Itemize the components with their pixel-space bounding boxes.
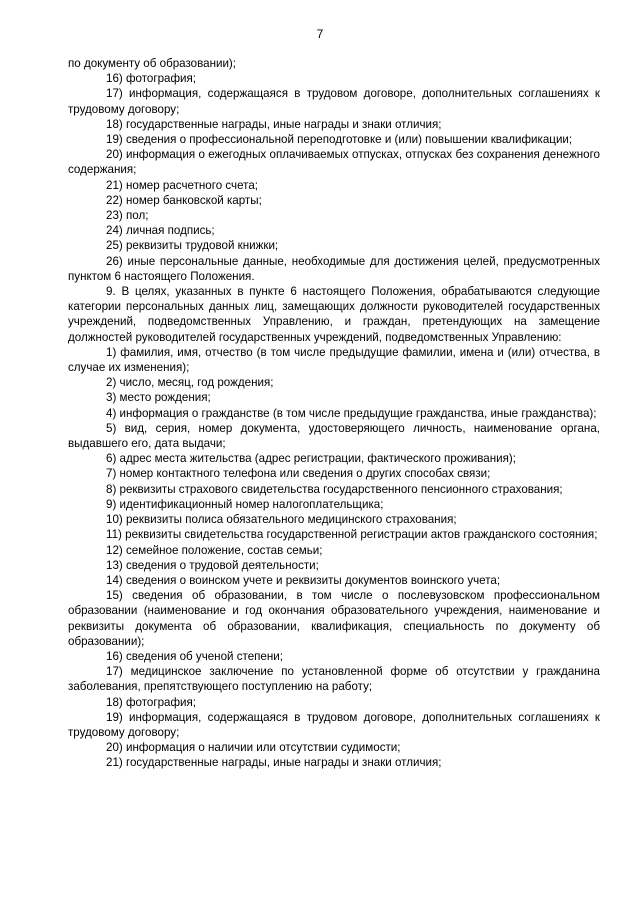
paragraph: 21) государственные награды, иные награды и знаки отличия; bbox=[106, 756, 442, 770]
paragraph: 16) сведения об ученой степени; bbox=[106, 649, 283, 663]
paragraph: 19) информация, содержащаяся в трудовом договоре, дополнительных соглашениях к трудовому договору; bbox=[68, 710, 600, 739]
paragraph: 20) информация о наличии или отсутствии судимости; bbox=[106, 741, 401, 755]
paragraph: 10) реквизиты полиса обязательного медицинского страхования; bbox=[106, 513, 457, 527]
paragraph: 3) место рождения; bbox=[106, 391, 211, 405]
paragraph: 14) сведения о воинском учете и реквизиты документов воинского учета; bbox=[106, 573, 501, 587]
paragraph: 26) иные персональные данные, необходимые для достижения целей, предусмотренных пунктом 6 настоящего Положения. bbox=[68, 254, 600, 283]
paragraph: 18) фотография; bbox=[106, 695, 196, 709]
paragraph: 11) реквизиты свидетельства государственной регистрации актов гражданского состояния; bbox=[106, 528, 598, 542]
paragraph: 9. В целях, указанных в пункте 6 настоящего Положения, обрабатываются следующие категории персональных данных лиц, замещающих должности руководителей государственных учреждений, подведомственных Управлению, и граждан, претендующих на замещение должностей руководителей государственных учреждений, подведомственных Управлению: bbox=[68, 285, 600, 344]
paragraph: 17) медицинское заключение по установленной форме об отсутствии у гражданина заболевания, препятствующего поступлению на работу; bbox=[68, 665, 600, 694]
paragraph: 12) семейное положение, состав семьи; bbox=[106, 543, 323, 557]
paragraph: 7) номер контактного телефона или сведения о других способах связи; bbox=[106, 467, 491, 481]
paragraph: 24) личная подпись; bbox=[106, 224, 215, 238]
paragraph: 16) фотография; bbox=[106, 72, 196, 86]
paragraph: 4) информация о гражданстве (в том числе предыдущие гражданства, иные гражданства); bbox=[106, 406, 597, 420]
page-number: 7 bbox=[316, 27, 324, 41]
paragraph: 21) номер расчетного счета; bbox=[106, 178, 259, 192]
paragraph: 25) реквизиты трудовой книжки; bbox=[106, 239, 279, 253]
paragraph: 20) информация о ежегодных оплачиваемых отпусках, отпусках без сохранения денежного содержания; bbox=[68, 148, 600, 177]
document-body bbox=[68, 56, 600, 771]
paragraph: 19) сведения о профессиональной переподготовке и (или) повышении квалификации; bbox=[106, 133, 573, 147]
paragraph: 1) фамилия, имя, отчество (в том числе предыдущие фамилии, имена и (или) отчества, в случае их изменения); bbox=[68, 345, 600, 375]
paragraph: 18) государственные награды, иные награды и знаки отличия; bbox=[106, 117, 442, 131]
paragraph: 5) вид, серия, номер документа, удостоверяющего личность, наименование органа, выдавшего его, дата выдачи; bbox=[68, 421, 600, 451]
paragraph: 13) сведения о трудовой деятельности; bbox=[106, 558, 319, 572]
paragraph: 9) идентификационный номер налогоплательщика; bbox=[106, 497, 384, 511]
paragraph: 6) адрес места жительства (адрес регистрации, фактического проживания); bbox=[106, 452, 516, 466]
paragraph: 15) сведения об образовании, в том числе о послевузовском профессиональном образовании (наименование и год окончания образовательного учреждения, наименование и реквизиты документа об образовании, квалификация, специальность по документу об образовании); bbox=[68, 589, 600, 648]
paragraph: 23) пол; bbox=[106, 209, 149, 223]
paragraph: 17) информация, содержащаяся в трудовом договоре, дополнительных соглашениях к трудовому договору; bbox=[68, 87, 600, 116]
paragraph: 2) число, месяц, год рождения; bbox=[106, 376, 274, 390]
paragraph: 22) номер банковской карты; bbox=[106, 193, 262, 207]
paragraph: по документу об образовании); bbox=[68, 57, 237, 70]
paragraph: 8) реквизиты страхового свидетельства государственного пенсионного страхования; bbox=[106, 482, 563, 496]
